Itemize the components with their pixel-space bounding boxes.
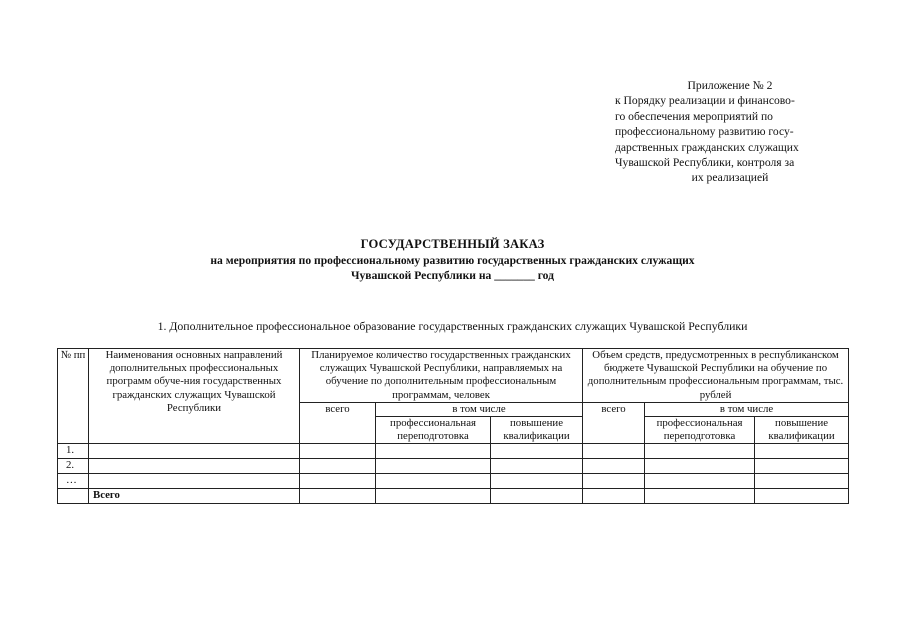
table-cell	[755, 459, 849, 474]
table-cell	[491, 459, 583, 474]
table-cell	[58, 489, 89, 504]
table-row	[58, 444, 849, 459]
appendix-line: го обеспечения мероприятий по	[615, 109, 773, 123]
table-cell	[300, 489, 376, 504]
table-cell	[583, 474, 645, 489]
table-cell	[376, 459, 491, 474]
table-cell	[583, 459, 645, 474]
table-cell	[645, 444, 755, 459]
table-row	[58, 474, 849, 489]
table-cell	[645, 489, 755, 504]
document-subtitle-line: на мероприятия по профессиональному развитию государственных гражданских служащих	[210, 254, 695, 267]
header-planned-retraining: профессиональная переподготовка	[376, 417, 491, 444]
total-label: Всего	[89, 489, 300, 504]
table-cell	[89, 444, 300, 459]
appendix-line: дарственных гражданских служащих	[615, 140, 799, 154]
appendix-last-line: их реализацией	[691, 171, 769, 185]
document-subtitle-line: Чувашской Республики на _______ год	[351, 269, 554, 282]
appendix-line: к Порядку реализации и финансово-	[615, 94, 795, 108]
header-planned-count: Планируемое количество государственных гражданских служащих Чувашской Республики, направляемых на обучение по дополнительным профессиональным программам, человек	[300, 349, 583, 403]
table-cell	[491, 474, 583, 489]
appendix-title: Приложение № 2	[687, 79, 773, 92]
header-planned-qualification: повышение квалификации	[491, 417, 583, 444]
state-order-table	[57, 348, 849, 504]
table-cell	[300, 474, 376, 489]
row-number: 2.	[58, 459, 89, 474]
header-funds-qualification: повышение квалификации	[755, 417, 849, 444]
table-cell	[300, 444, 376, 459]
table-cell	[645, 459, 755, 474]
table-cell	[376, 474, 491, 489]
header-funds: Объем средств, предусмотренных в республиканском бюджете Чувашской Республики на обучение по дополнительным профессиональным программам, тыс. рублей	[583, 349, 849, 403]
table-cell	[645, 474, 755, 489]
table-cell	[755, 474, 849, 489]
header-funds-retraining: профессиональная переподготовка	[645, 417, 755, 444]
appendix-note	[615, 78, 845, 186]
table-cell	[491, 489, 583, 504]
table-total-row	[58, 489, 849, 504]
section-title: 1. Дополнительное профессиональное образование государственных гражданских служащих Чувашской Республики	[157, 319, 748, 333]
table-cell	[491, 444, 583, 459]
appendix-line: Чувашской Республики, контроля за	[615, 156, 795, 170]
table-cell	[300, 459, 376, 474]
appendix-line: профессиональному развитию госу-	[615, 125, 794, 139]
row-number: …	[58, 474, 89, 489]
header-planned-including: в том числе	[376, 402, 583, 416]
header-program-names: Наименования основных направлений дополнительных профессиональных программ обуче-ния государственных гражданских служащих Чувашской Республики	[89, 349, 300, 444]
header-funds-total: всего	[583, 402, 645, 444]
row-number: 1.	[58, 444, 89, 459]
table-cell	[583, 489, 645, 504]
table-row	[58, 459, 849, 474]
table-cell	[583, 444, 645, 459]
document-heading	[0, 236, 905, 283]
table-cell	[89, 459, 300, 474]
table-cell	[376, 444, 491, 459]
table-cell	[755, 444, 849, 459]
header-funds-including: в том числе	[645, 402, 849, 416]
header-planned-total: всего	[300, 402, 376, 444]
table-cell	[89, 474, 300, 489]
table-cell	[755, 489, 849, 504]
document-title: ГОСУДАРСТВЕННЫЙ ЗАКАЗ	[360, 237, 545, 251]
header-num: № пп	[58, 349, 89, 444]
table-cell	[376, 489, 491, 504]
